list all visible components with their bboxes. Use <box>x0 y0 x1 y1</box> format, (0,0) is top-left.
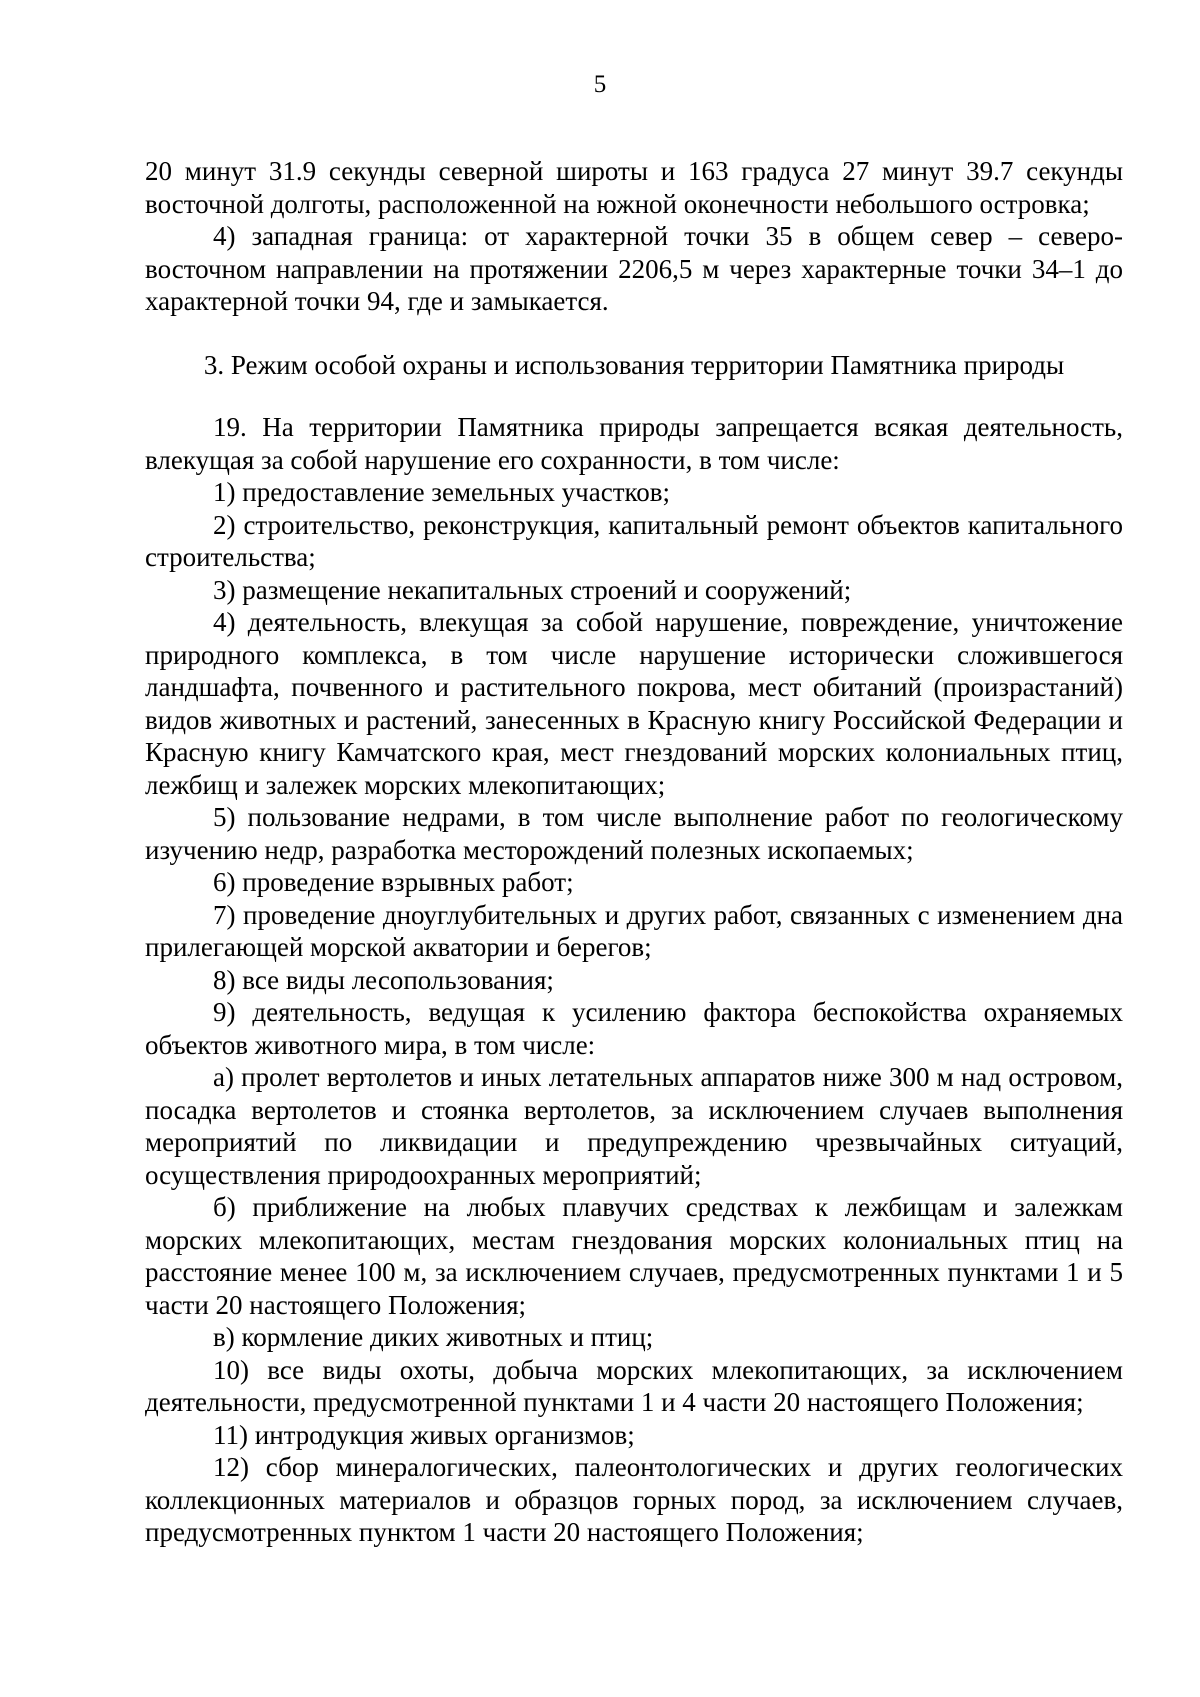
sub-list-item: а) пролет вертолетов и иных летательных аппаратов ниже 300 м над островом, посадка вертолетов и стоянка вертолетов, за исключением случаев выполнения мероприятий по ликвидации и предупреждению чрезвычайных ситуаций, осуществления природоохранных мероприятий; <box>145 1062 1123 1190</box>
paragraph: 4) западная граница: от характерной точки 35 в общем север – северо-восточном направлении на протяжении 2206,5 м через характерные точки 34–1 до характерной точки 94, где и замыкается. <box>145 221 1123 316</box>
list-item: 9) деятельность, ведущая к усилению фактора беспокойства охраняемых объектов животного мира, в том числе: <box>145 997 1123 1060</box>
document-body <box>145 155 1123 1549</box>
list-item: 5) пользование недрами, в том числе выполнение работ по геологическому изучению недр, разработка месторождений полезных ископаемых; <box>145 802 1123 865</box>
list-item: 1) предоставление земельных участков; <box>213 477 670 507</box>
page-number: 5 <box>593 71 607 98</box>
list-item: 6) проведение взрывных работ; <box>213 867 574 897</box>
list-item: 4) деятельность, влекущая за собой нарушение, повреждение, уничтожение природного комплекса, в том числе нарушение исторически сложившегося ландшафта, почвенного и растительного покрова, мест обитаний (произрастаний) видов животных и растений, занесенных в Красную книгу Российской Федерации и Красную книгу Камчатского края, мест гнездований морских колониальных птиц, лежбищ и залежек морских млекопитающих; <box>145 607 1123 800</box>
list-item: 11) интродукция живых организмов; <box>213 1419 635 1450</box>
sub-list-item: в) кормление диких животных и птиц; <box>213 1322 654 1352</box>
list-item: 2) строительство, реконструкция, капитальный ремонт объектов капитального строительства; <box>145 509 1123 572</box>
section-heading: 3. Режим особой охраны и использования территории Памятника природы <box>203 349 1065 380</box>
list-item: 3) размещение некапитальных строений и сооружений; <box>213 574 852 605</box>
list-item: 10) все виды охоты, добыча морских млекопитающих, за исключением деятельности, предусмотренной пунктами 1 и 4 части 20 настоящего Положения; <box>145 1354 1123 1417</box>
paragraph: 20 минут 31.9 секунды северной широты и 163 градуса 27 минут 39.7 секунды восточной долготы, расположенной на южной оконечности небольшого островка; <box>145 156 1123 219</box>
list-item: 12) сбор минералогических, палеонтологических и других геологических коллекционных материалов и образцов горных пород, за исключением случаев, предусмотренных пунктом 1 части 20 настоящего Положения; <box>145 1452 1123 1547</box>
paragraph: 19. На территории Памятника природы запрещается всякая деятельность, влекущая за собой нарушение его сохранности, в том числе: <box>145 412 1123 475</box>
list-item: 8) все виды лесопользования; <box>213 964 554 995</box>
list-item: 7) проведение дноуглубительных и других работ, связанных с изменением дна прилегающей морской акватории и берегов; <box>145 899 1123 962</box>
sub-list-item: б) приближение на любых плавучих средствах к лежбищам и залежкам морских млекопитающих, местам гнездования морских колониальных птиц на расстояние менее 100 м, за исключением случаев, предусмотренных пунктами 1 и 5 части 20 настоящего Положения; <box>145 1192 1123 1320</box>
